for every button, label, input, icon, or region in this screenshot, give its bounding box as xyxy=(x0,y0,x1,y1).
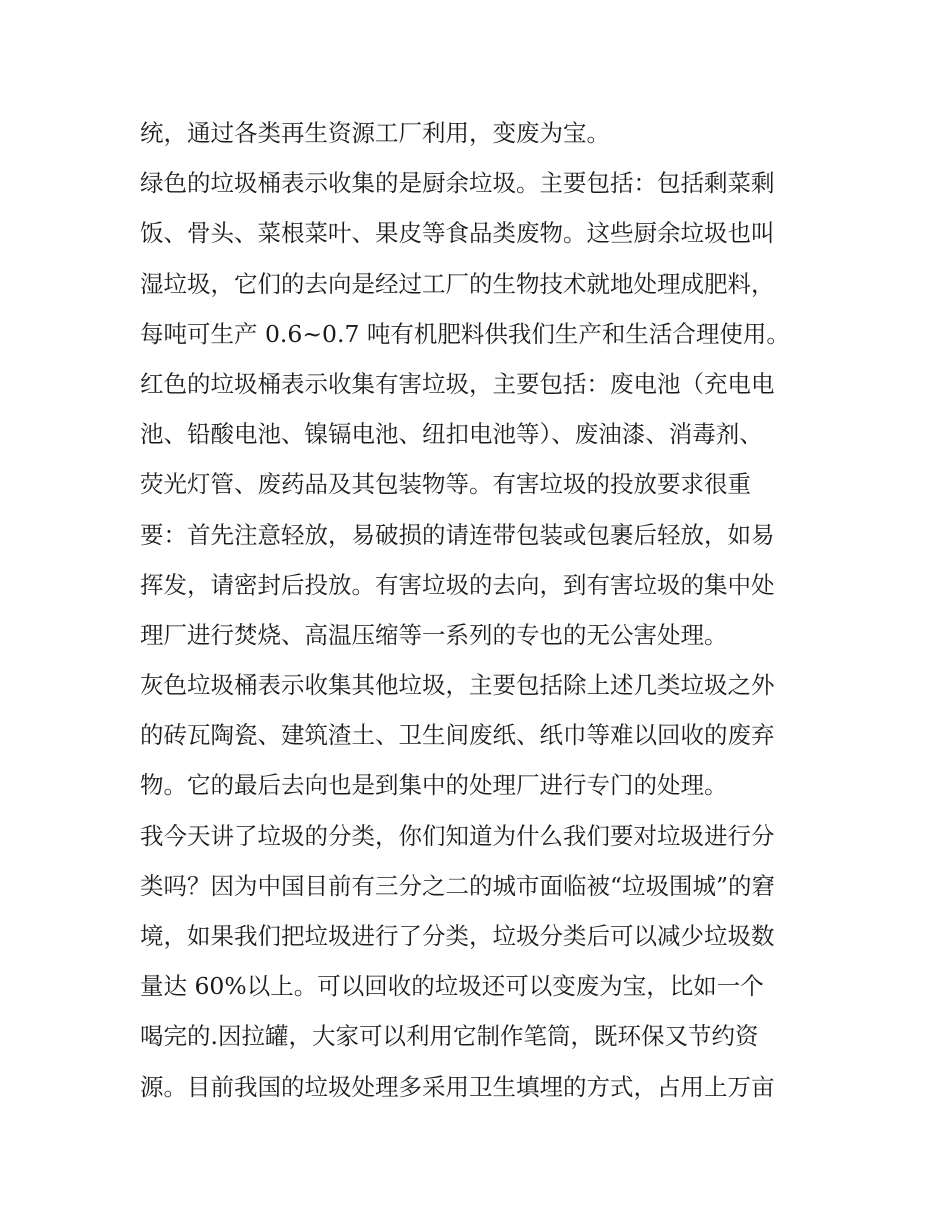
text-line: 红色的垃圾桶表示收集有害垃圾，主要包括：废电池（充电电 xyxy=(140,369,775,398)
text-line: 的砖瓦陶瓷、建筑渣土、卫生间废纸、纸巾等难以回收的废弃 xyxy=(140,721,775,750)
text-line: 挥发，请密封后投放。有害垃圾的去向，到有害垃圾的集中处 xyxy=(140,570,775,599)
text-line: 统，通过各类再生资源工厂利用，变废为宝。 xyxy=(140,119,610,147)
text-line: 池、铅酸电池、镍镉电池、纽扣电池等）、废油漆、消毒剂、 xyxy=(140,420,763,449)
text-line: 饭、骨头、菜根菜叶、果皮等食品类废物。这些厨余垃圾也叫 xyxy=(140,219,775,248)
text-line: 类吗？因为中国目前有三分之二的城市面临被“垃圾围城”的窘 xyxy=(140,871,776,900)
body-text xyxy=(140,108,816,1112)
text-line: 量达 60%以上。可以回收的垃圾还可以变废为宝，比如一个 xyxy=(140,972,764,1001)
text-line: 灰色垃圾桶表示收集其他垃圾，主要包括除上述几类垃圾之外 xyxy=(140,671,775,700)
text-line: 每吨可生产 0.6~0.7 吨有机肥料供我们生产和生活合理使用。 xyxy=(140,319,790,348)
text-line: 我今天讲了垃圾的分类，你们知道为什么我们要对垃圾进行分 xyxy=(140,821,775,850)
text-line: 源。目前我国的垃圾处理多采用卫生填埋的方式，占用上万亩 xyxy=(140,1072,775,1101)
text-line: 绿色的垃圾桶表示收集的是厨余垃圾。主要包括：包括剩菜剩 xyxy=(140,169,775,198)
text-line: 荧光灯管、废药品及其包装物等。有害垃圾的投放要求很重 xyxy=(140,470,751,499)
text-line: 物。它的最后去向也是到集中的处理厂进行专门的处理。 xyxy=(140,771,728,800)
text-line: 喝完的.因拉罐，大家可以利用它制作笔筒，既环保又节约资 xyxy=(140,1022,759,1051)
text-line: 境，如果我们把垃圾进行了分类，垃圾分类后可以减少垃圾数 xyxy=(140,922,775,950)
text-line: 要：首先注意轻放，易破损的请连带包装或包裹后轻放，如易 xyxy=(140,520,775,549)
text-line: 湿垃圾，它们的去向是经过工厂的生物技术就地处理成肥料， xyxy=(140,269,775,298)
text-line: 理厂进行焚烧、高温压缩等一系列的专也的无公害处理。 xyxy=(140,620,728,649)
